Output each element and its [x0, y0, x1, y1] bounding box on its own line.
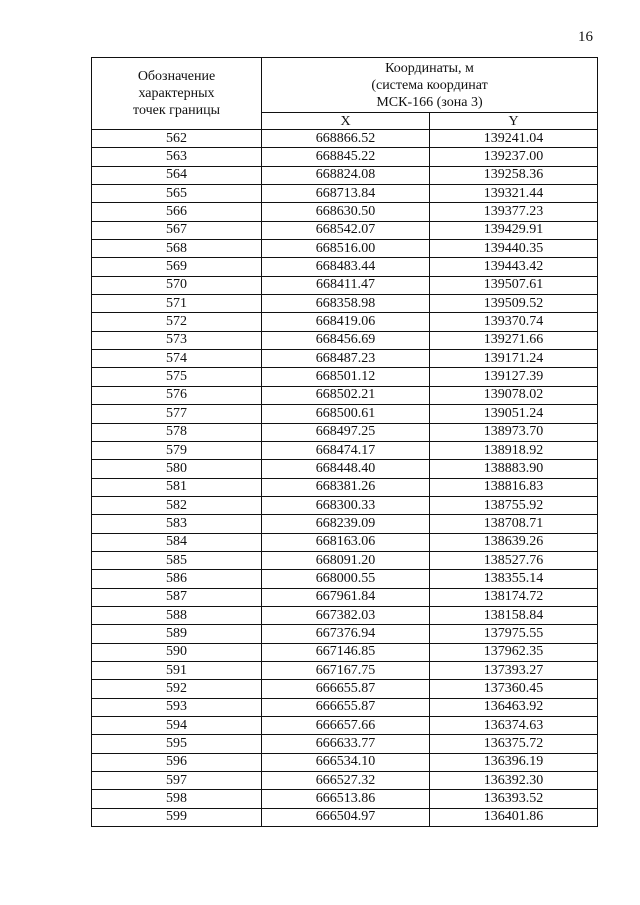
y-cell: 139241.04: [430, 130, 598, 148]
point-id-cell: 599: [92, 808, 262, 826]
table-row: [92, 808, 598, 826]
y-cell: 139443.42: [430, 258, 598, 276]
x-cell: 668239.09: [262, 515, 430, 533]
page-number: 16: [578, 29, 593, 45]
table-row: [92, 496, 598, 514]
point-id-cell: 585: [92, 551, 262, 569]
point-id-cell: 577: [92, 405, 262, 423]
x-cell: 666527.32: [262, 772, 430, 790]
table-row: [92, 221, 598, 239]
point-id-cell: 573: [92, 331, 262, 349]
x-cell: 668474.17: [262, 441, 430, 459]
y-cell: 136463.92: [430, 698, 598, 716]
x-cell: 668411.47: [262, 276, 430, 294]
y-cell: 137962.35: [430, 643, 598, 661]
x-cell: 666633.77: [262, 735, 430, 753]
table-row: [92, 441, 598, 459]
y-cell: 137360.45: [430, 680, 598, 698]
y-cell: 138708.71: [430, 515, 598, 533]
x-cell: 668500.61: [262, 405, 430, 423]
y-cell: 139078.02: [430, 386, 598, 404]
table-row: [92, 331, 598, 349]
point-id-cell: 563: [92, 148, 262, 166]
table-row: [92, 661, 598, 679]
x-cell: 667167.75: [262, 661, 430, 679]
header-coordinates-line-3: МСК-166 (зона 3): [376, 94, 483, 110]
table-row: [92, 350, 598, 368]
x-cell: 668845.22: [262, 148, 430, 166]
y-cell: 136401.86: [430, 808, 598, 826]
point-id-cell: 565: [92, 185, 262, 203]
table-row: [92, 698, 598, 716]
table-row: [92, 240, 598, 258]
point-id-cell: 566: [92, 203, 262, 221]
y-cell: 139321.44: [430, 185, 598, 203]
table-row: [92, 405, 598, 423]
table-row: [92, 790, 598, 808]
table-row: [92, 313, 598, 331]
point-id-cell: 597: [92, 772, 262, 790]
x-cell: 668358.98: [262, 295, 430, 313]
table-row: [92, 276, 598, 294]
y-cell: 139171.24: [430, 350, 598, 368]
point-id-cell: 575: [92, 368, 262, 386]
point-id-cell: 570: [92, 276, 262, 294]
y-cell: 139258.36: [430, 166, 598, 184]
x-cell: 668419.06: [262, 313, 430, 331]
y-cell: 136392.30: [430, 772, 598, 790]
y-cell: 138883.90: [430, 460, 598, 478]
y-cell: 139237.00: [430, 148, 598, 166]
point-id-cell: 579: [92, 441, 262, 459]
header-point-designation-line-1: Обозначение: [137, 69, 216, 84]
y-cell: 136374.63: [430, 717, 598, 735]
y-cell: 136393.52: [430, 790, 598, 808]
point-id-cell: 580: [92, 460, 262, 478]
header-point-designation: [92, 58, 262, 130]
y-cell: 138174.72: [430, 588, 598, 606]
x-cell: 668516.00: [262, 240, 430, 258]
point-id-cell: 598: [92, 790, 262, 808]
y-cell: 137975.55: [430, 625, 598, 643]
x-cell: 668502.21: [262, 386, 430, 404]
table-row: [92, 588, 598, 606]
x-cell: 668824.08: [262, 166, 430, 184]
y-cell: 139271.66: [430, 331, 598, 349]
coordinates-table: [91, 57, 598, 827]
y-cell: 139429.91: [430, 221, 598, 239]
point-id-cell: 562: [92, 130, 262, 148]
y-cell: 138158.84: [430, 606, 598, 624]
x-cell: 667376.94: [262, 625, 430, 643]
point-id-cell: 588: [92, 606, 262, 624]
header-point-designation-line-3: точек границы: [133, 103, 220, 118]
point-id-cell: 593: [92, 698, 262, 716]
y-cell: 136375.72: [430, 735, 598, 753]
y-cell: 139051.24: [430, 405, 598, 423]
table-row: [92, 295, 598, 313]
header-x: X: [262, 113, 430, 130]
table-body: [92, 130, 598, 827]
point-id-cell: 567: [92, 221, 262, 239]
y-cell: 138918.92: [430, 441, 598, 459]
y-cell: 138973.70: [430, 423, 598, 441]
table-row: [92, 258, 598, 276]
x-cell: 668381.26: [262, 478, 430, 496]
x-cell: 668300.33: [262, 496, 430, 514]
point-id-cell: 592: [92, 680, 262, 698]
y-cell: 138816.83: [430, 478, 598, 496]
header-coordinates-line-1: Координаты, м: [385, 60, 474, 76]
table-row: [92, 166, 598, 184]
table-row: [92, 368, 598, 386]
table-row: [92, 515, 598, 533]
y-cell: 139440.35: [430, 240, 598, 258]
point-id-cell: 596: [92, 753, 262, 771]
table-row: [92, 551, 598, 569]
point-id-cell: 583: [92, 515, 262, 533]
header-coordinates-group: [262, 58, 598, 113]
point-id-cell: 569: [92, 258, 262, 276]
x-cell: 668630.50: [262, 203, 430, 221]
point-id-cell: 572: [92, 313, 262, 331]
table-row: [92, 185, 598, 203]
y-cell: 136396.19: [430, 753, 598, 771]
point-id-cell: 584: [92, 533, 262, 551]
table-row: [92, 753, 598, 771]
y-cell: 139509.52: [430, 295, 598, 313]
x-cell: 668456.69: [262, 331, 430, 349]
point-id-cell: 571: [92, 295, 262, 313]
x-cell: 666513.86: [262, 790, 430, 808]
table-row: [92, 680, 598, 698]
point-id-cell: 578: [92, 423, 262, 441]
point-id-cell: 590: [92, 643, 262, 661]
x-cell: 667382.03: [262, 606, 430, 624]
y-cell: 138755.92: [430, 496, 598, 514]
header-row-top: [92, 58, 598, 113]
x-cell: 666657.66: [262, 717, 430, 735]
table-row: [92, 772, 598, 790]
table-row: [92, 423, 598, 441]
x-cell: 668483.44: [262, 258, 430, 276]
x-cell: 668542.07: [262, 221, 430, 239]
point-id-cell: 595: [92, 735, 262, 753]
header-y: Y: [430, 113, 598, 130]
point-id-cell: 581: [92, 478, 262, 496]
x-cell: 667146.85: [262, 643, 430, 661]
x-cell: 666534.10: [262, 753, 430, 771]
x-cell: 668448.40: [262, 460, 430, 478]
y-cell: 139370.74: [430, 313, 598, 331]
y-cell: 138639.26: [430, 533, 598, 551]
point-id-cell: 582: [92, 496, 262, 514]
table-row: [92, 643, 598, 661]
header-point-designation-line-2: характерных: [138, 86, 215, 101]
x-cell: 668866.52: [262, 130, 430, 148]
table-row: [92, 386, 598, 404]
table-row: [92, 606, 598, 624]
x-cell: 668713.84: [262, 185, 430, 203]
table-row: [92, 717, 598, 735]
table-row: [92, 203, 598, 221]
point-id-cell: 568: [92, 240, 262, 258]
table-header: [92, 58, 598, 130]
x-cell: 668000.55: [262, 570, 430, 588]
table-row: [92, 570, 598, 588]
x-cell: 667961.84: [262, 588, 430, 606]
table-row: [92, 478, 598, 496]
table-row: [92, 460, 598, 478]
x-cell: 666504.97: [262, 808, 430, 826]
table-row: [92, 533, 598, 551]
y-cell: 139507.61: [430, 276, 598, 294]
y-cell: 139127.39: [430, 368, 598, 386]
x-cell: 666655.87: [262, 698, 430, 716]
x-cell: 666655.87: [262, 680, 430, 698]
point-id-cell: 591: [92, 661, 262, 679]
point-id-cell: 594: [92, 717, 262, 735]
y-cell: 139377.23: [430, 203, 598, 221]
x-cell: 668501.12: [262, 368, 430, 386]
point-id-cell: 574: [92, 350, 262, 368]
x-cell: 668091.20: [262, 551, 430, 569]
x-cell: 668497.25: [262, 423, 430, 441]
y-cell: 138527.76: [430, 551, 598, 569]
table-row: [92, 625, 598, 643]
point-id-cell: 587: [92, 588, 262, 606]
point-id-cell: 564: [92, 166, 262, 184]
header-coordinates-line-2: (система координат: [371, 77, 488, 93]
x-cell: 668487.23: [262, 350, 430, 368]
point-id-cell: 576: [92, 386, 262, 404]
x-cell: 668163.06: [262, 533, 430, 551]
table-row: [92, 148, 598, 166]
table-row: [92, 130, 598, 148]
point-id-cell: 589: [92, 625, 262, 643]
y-cell: 138355.14: [430, 570, 598, 588]
y-cell: 137393.27: [430, 661, 598, 679]
point-id-cell: 586: [92, 570, 262, 588]
table-row: [92, 735, 598, 753]
